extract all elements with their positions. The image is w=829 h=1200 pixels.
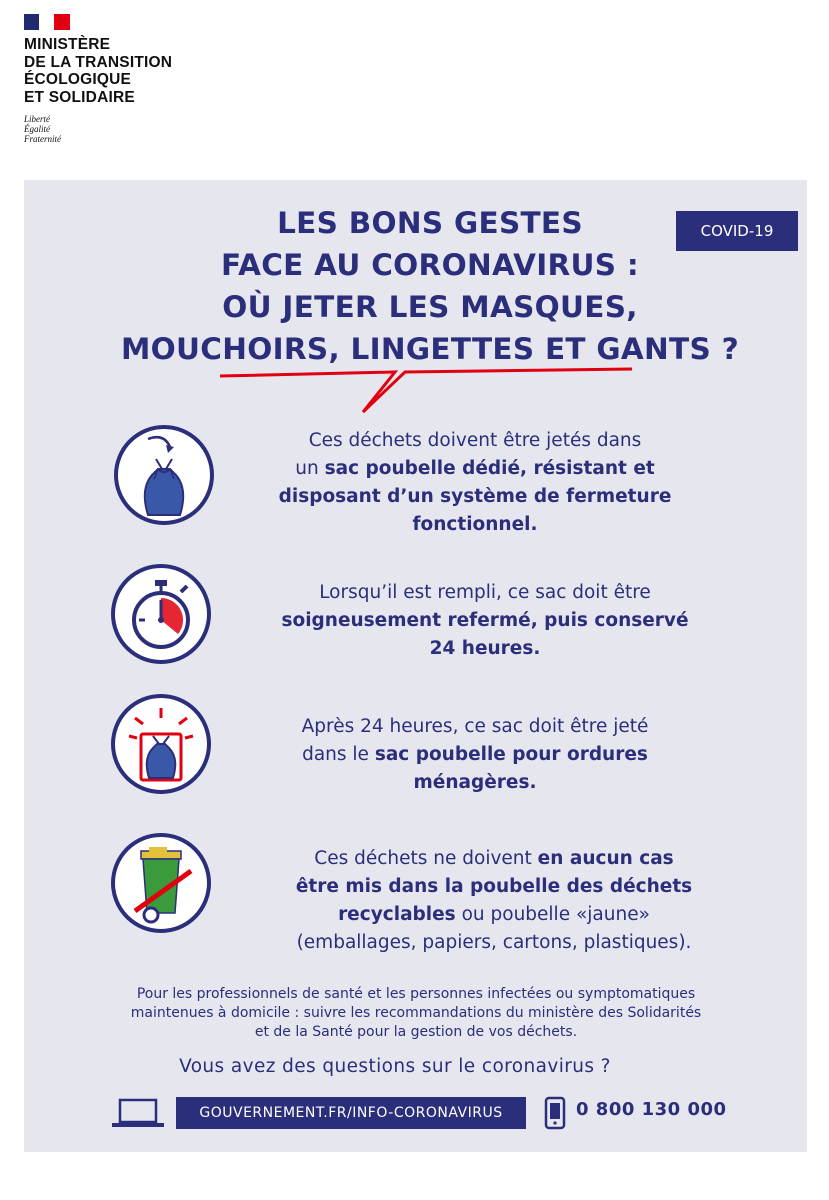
poster-title bbox=[70, 202, 790, 370]
ministry-line: ET SOLIDAIRE bbox=[24, 88, 135, 106]
title-line: FACE AU CORONAVIRUS : bbox=[221, 248, 639, 282]
motto-line: Égalité bbox=[24, 124, 50, 134]
title-line: LES BONS GESTES bbox=[277, 206, 583, 240]
title-line: OÙ JETER LES MASQUES, bbox=[222, 290, 638, 324]
step-text-segment: 24 heures. bbox=[429, 638, 541, 659]
questions-heading: Vous avez des questions sur le coronavirus ? bbox=[179, 1056, 611, 1077]
step-4-text bbox=[240, 845, 748, 957]
health-professionals-note bbox=[46, 985, 786, 1042]
step-text-segment: ménagères. bbox=[413, 772, 537, 793]
info-coronavirus-link[interactable]: GOUVERNEMENT.FR/INFO-CORONAVIRUS bbox=[176, 1097, 526, 1129]
closed-bag-icon bbox=[111, 694, 211, 794]
step-2-text bbox=[240, 579, 730, 663]
step-3-text bbox=[240, 713, 710, 797]
step-text-segment: fonctionnel. bbox=[412, 514, 538, 535]
motto-line: Fraternité bbox=[24, 134, 61, 144]
step-text-segment: (emballages, papiers, cartons, plastiques). bbox=[296, 932, 692, 953]
step-text-segment: un bbox=[295, 458, 325, 479]
step-text-segment: sac poubelle dédié, résistant et bbox=[324, 458, 655, 479]
step-text-segment: soigneusement refermé, puis conservé bbox=[281, 610, 689, 631]
ministry-line: DE LA TRANSITION bbox=[24, 53, 173, 71]
step-text-segment: ou poubelle «jaune» bbox=[455, 904, 650, 925]
step-text-segment: Ces déchets ne doivent bbox=[314, 848, 538, 869]
laptop-icon bbox=[110, 1098, 166, 1134]
stopwatch-icon bbox=[111, 564, 211, 664]
step-text-segment: être mis dans la poubelle des déchets bbox=[295, 876, 693, 897]
covid-badge: COVID-19 bbox=[676, 211, 798, 251]
crossed-recycling-bin-icon bbox=[111, 833, 211, 933]
step-text-segment: Après 24 heures, ce sac doit être jeté bbox=[301, 716, 649, 737]
step-text-segment: recyclables bbox=[338, 904, 456, 925]
note-line: et de la Santé pour la gestion de vos déchets. bbox=[254, 1024, 578, 1040]
step-text-segment: Lorsqu’il est rempli, ce sac doit être bbox=[319, 582, 651, 603]
step-text-segment: dans le bbox=[302, 744, 375, 765]
ministry-line: ÉCOLOGIQUE bbox=[24, 71, 132, 88]
step-text-segment: disposant d’un système de fermeture bbox=[278, 486, 672, 507]
ministry-line: MINISTÈRE bbox=[24, 36, 111, 53]
hotline-number[interactable]: 0 800 130 000 bbox=[576, 1099, 727, 1120]
republic-motto bbox=[24, 114, 61, 144]
step-text-segment: sac poubelle pour ordures bbox=[374, 744, 648, 765]
french-flag-logo bbox=[24, 14, 70, 30]
step-text-segment: en aucun cas bbox=[537, 848, 674, 869]
phone-icon bbox=[544, 1096, 566, 1134]
title-line: MOUCHOIRS, LINGETTES ET GANTS ? bbox=[121, 332, 739, 366]
motto-line: Liberté bbox=[24, 114, 50, 124]
note-line: maintenues à domicile : suivre les recommandations du ministère des Solidarités bbox=[130, 1005, 702, 1021]
note-line: Pour les professionnels de santé et les personnes infectées ou symptomatiques bbox=[136, 986, 696, 1002]
ministry-name bbox=[24, 36, 244, 106]
step-1-text bbox=[240, 427, 710, 539]
step-text-segment: Ces déchets doivent être jetés dans bbox=[308, 430, 642, 451]
trash-bag-icon bbox=[114, 425, 214, 525]
